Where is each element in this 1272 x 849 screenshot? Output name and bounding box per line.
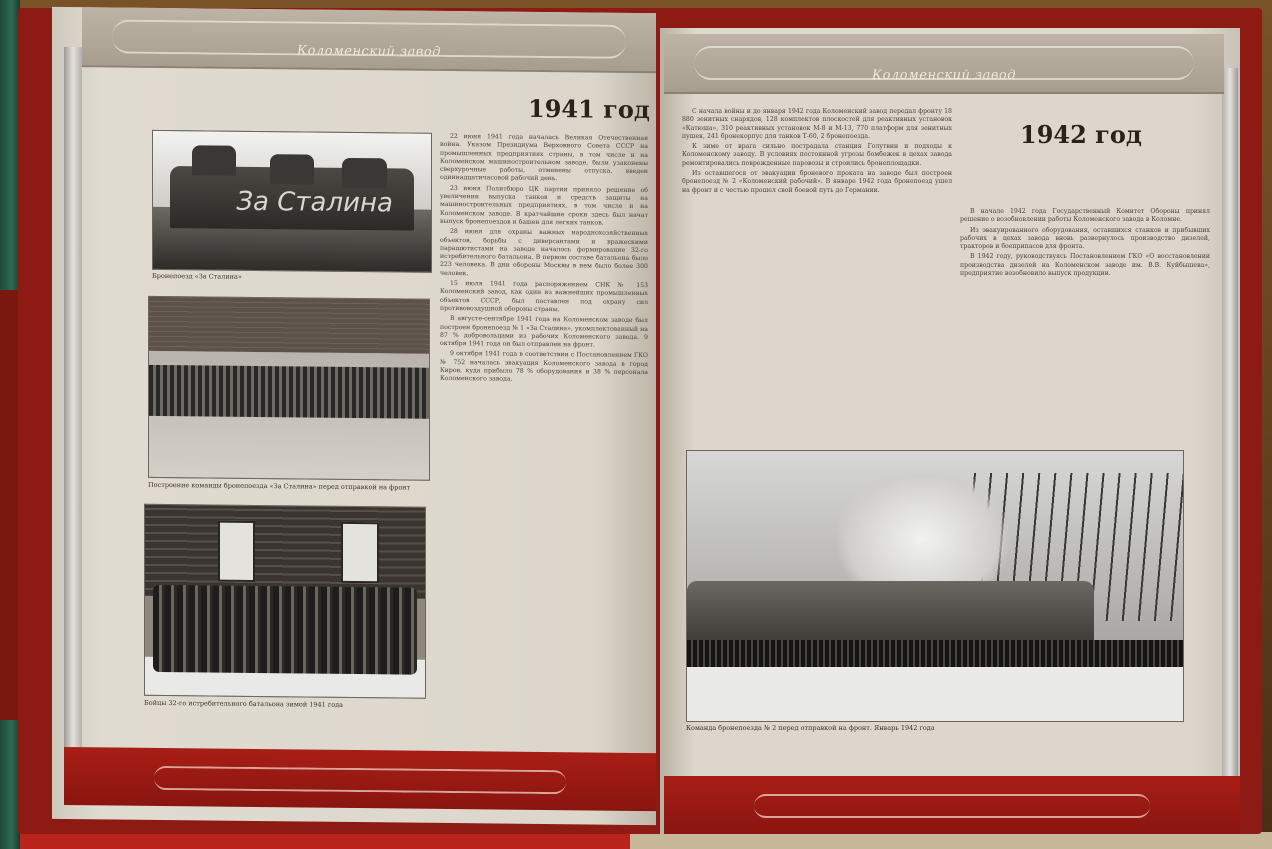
article-text-1942-left	[682, 108, 952, 428]
right-page	[660, 28, 1240, 834]
paragraph: Из оставшегося от эвакуации броневого проката на заводе был построен бронепоезд № 2 «Коломенский рабочий». В январе 1942 года бронепоезд ушел на фронт и с честью прошел свой боевой путь до Германии.	[682, 170, 952, 194]
paragraph: В августе-сентябре 1941 года на Коломенском заводе был построен бронепоезд № 1 «За Сталина», укомплектованный на 87 % добровольцами из рабочих Коломенского завода. 9 октября 1941 года он был отправлен на фронт.	[440, 315, 648, 349]
photo-armored-train-winter	[686, 450, 1184, 722]
paragraph: 15 июля 1941 года распоряжением СНК № 153 Коломенский завод, как один из важнейших промышленных объектов СССР, был поставлен под охрану сил противовоздушной обороны страны.	[440, 280, 648, 314]
train-slogan: За Сталина	[236, 186, 393, 219]
article-text-1942-right	[960, 208, 1210, 428]
article-text-1941	[440, 133, 648, 605]
book-below-red	[20, 832, 660, 849]
left-page	[52, 7, 656, 825]
footer-ornament	[154, 766, 566, 794]
page-edge	[1222, 68, 1238, 778]
paragraph: 23 июня Политбюро ЦК партии приняло решение об увеличении выпуска танков и средств защиты на машиностроительных предприятиях, в том числе и на Коломенском заводе. В кратчайшие сроки здесь был начат выпуск бронепоездов и башен для легких танков.	[440, 184, 648, 227]
left-header-band	[82, 7, 656, 73]
photo-caption: Построение команды бронепоезда «За Сталина» перед отправкой на фронт	[148, 480, 411, 492]
paragraph: В начале 1942 года Государственный Комитет Обороны принял решение о возобновлении работы Коломенского завода в Коломне.	[960, 208, 1210, 224]
paragraph: С начала войны и до января 1942 года Коломенский завод передал фронту 18 880 зенитных снарядов, 128 комплектов плоскостей для реактивных установок «Катюша», 310 реактивных установок М-8 и М-13, 770 платформ для зенитных пушек, 241 бронекорпус для танков Т-60, 2 бронепоезда.	[682, 108, 952, 140]
photo-caption: Команда бронепоезда № 2 перед отправкой на фронт. Январь 1942 года	[686, 724, 935, 732]
photo-battalion-group	[144, 504, 426, 699]
book-below-beige	[630, 832, 1272, 849]
paragraph: В 1942 году, руководствуясь Постановлением ГКО «О восстановлении производства дизелей на Коломенском заводе им. В.В. Куйбышева», предприятие возобновило выпуск продукции.	[960, 253, 1210, 278]
footer-ornament	[754, 794, 1150, 818]
right-header-band	[664, 34, 1224, 94]
year-heading: 1941 год	[528, 93, 650, 125]
photo-caption: Бронепоезд «За Сталина»	[152, 271, 242, 281]
photo-armored-train	[152, 130, 432, 273]
paragraph: Из эвакуированного оборудования, оставшихся станков и прибывших рабочих в цехах завода вновь развернулось производство дизелей, тракторов и боеприпасов для фронта.	[960, 226, 1210, 251]
paragraph: 28 июня для охраны важных народнохозяйственных объектов, борьбы с диверсантами и вражескими парашютистами на заводе началось формирование 32-го истребительного батальона. В первом составе батальона было 223 человека. В дни обороны Москвы в нем было более 300 человек.	[440, 228, 648, 277]
running-head: Коломенский завод	[297, 43, 441, 60]
page-edge	[64, 47, 82, 747]
right-footer-band	[664, 776, 1240, 834]
running-head: Коломенский завод	[872, 68, 1016, 83]
shelf-books-left	[0, 0, 20, 849]
year-heading: 1942 год	[1020, 120, 1142, 149]
paragraph: 9 октября 1941 года в соответствии с Постановлением ГКО № 752 началась эвакуация Коломенского завода в город Киров, куда прибыло 78 % оборудования и 38 % персонала Коломенского завода.	[440, 350, 648, 383]
paragraph: 22 июня 1941 года началась Великая Отечественная война. Указом Президиума Верховного Совета СССР на промышленных предприятиях страны, в том числе и на Коломенском машиностроительном заводе, были узаконены сверхурочные работы, отменены отпуска, введен одиннадцатичасовой рабочий день.	[440, 133, 648, 183]
left-footer-band	[64, 747, 656, 811]
paragraph: К зиме от врага сильно пострадала станция Голутвин и подходы к Коломенскому заводу. В условиях постоянной угрозы бомбежек в цехах завода ремонтировались поврежденные паровозы и строились бронеплощадки.	[682, 143, 952, 167]
photo-crew-lineup	[148, 296, 430, 481]
book-cover	[18, 8, 1262, 834]
photo-caption: Бойцы 32-го истребительного батальона зимой 1941 года	[144, 698, 344, 709]
